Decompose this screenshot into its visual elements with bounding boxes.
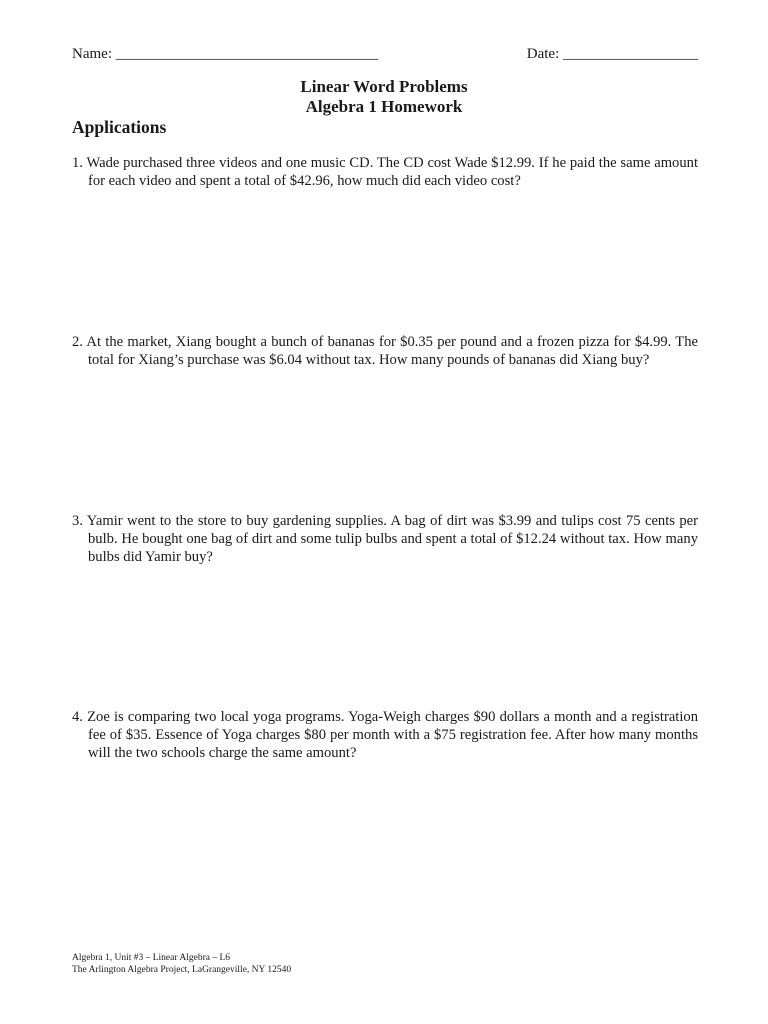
problem-2: 2. At the market, Xiang bought a bunch of bananas for $0.35 per pound and a frozen pizza for $4.99. The total for Xiang’s purchase was $6.04 without tax. How many pounds of bananas did Xiang buy? [72, 334, 698, 368]
page-subtitle: Algebra 1 Homework [305, 97, 463, 116]
footer-project-line: The Arlington Algebra Project, LaGrangeville, NY 12540 [72, 964, 292, 975]
name-field: Name: ___________________________________ [72, 46, 379, 62]
footer-course-line: Algebra 1, Unit #3 – Linear Algebra – L6 [72, 953, 231, 963]
date-field: Date: __________________ [526, 46, 698, 62]
problem-3: 3. Yamir went to the store to buy gardening supplies. A bag of dirt was $3.99 and tulips cost 75 cents per bulb. He bought one bag of dirt and some tulip bulbs and spent a total of $12.24 without tax. How many bulbs did Yamir buy? [72, 513, 698, 565]
problem-4: 4. Zoe is comparing two local yoga programs. Yoga-Weigh charges $90 dollars a month and a registration fee of $35. Essence of Yoga charges $80 per month with a $75 registration fee. After how many months will the two schools charge the same amount? [72, 709, 698, 761]
title-block [0, 77, 768, 117]
header-fields [72, 46, 698, 63]
page-title: Linear Word Problems [300, 77, 468, 96]
footer [72, 953, 291, 976]
section-heading: Applications [72, 117, 167, 137]
problem-1: 1. Wade purchased three videos and one music CD. The CD cost Wade $12.99. If he paid the same amount for each video and spent a total of $42.96, how much did each video cost? [72, 155, 698, 189]
